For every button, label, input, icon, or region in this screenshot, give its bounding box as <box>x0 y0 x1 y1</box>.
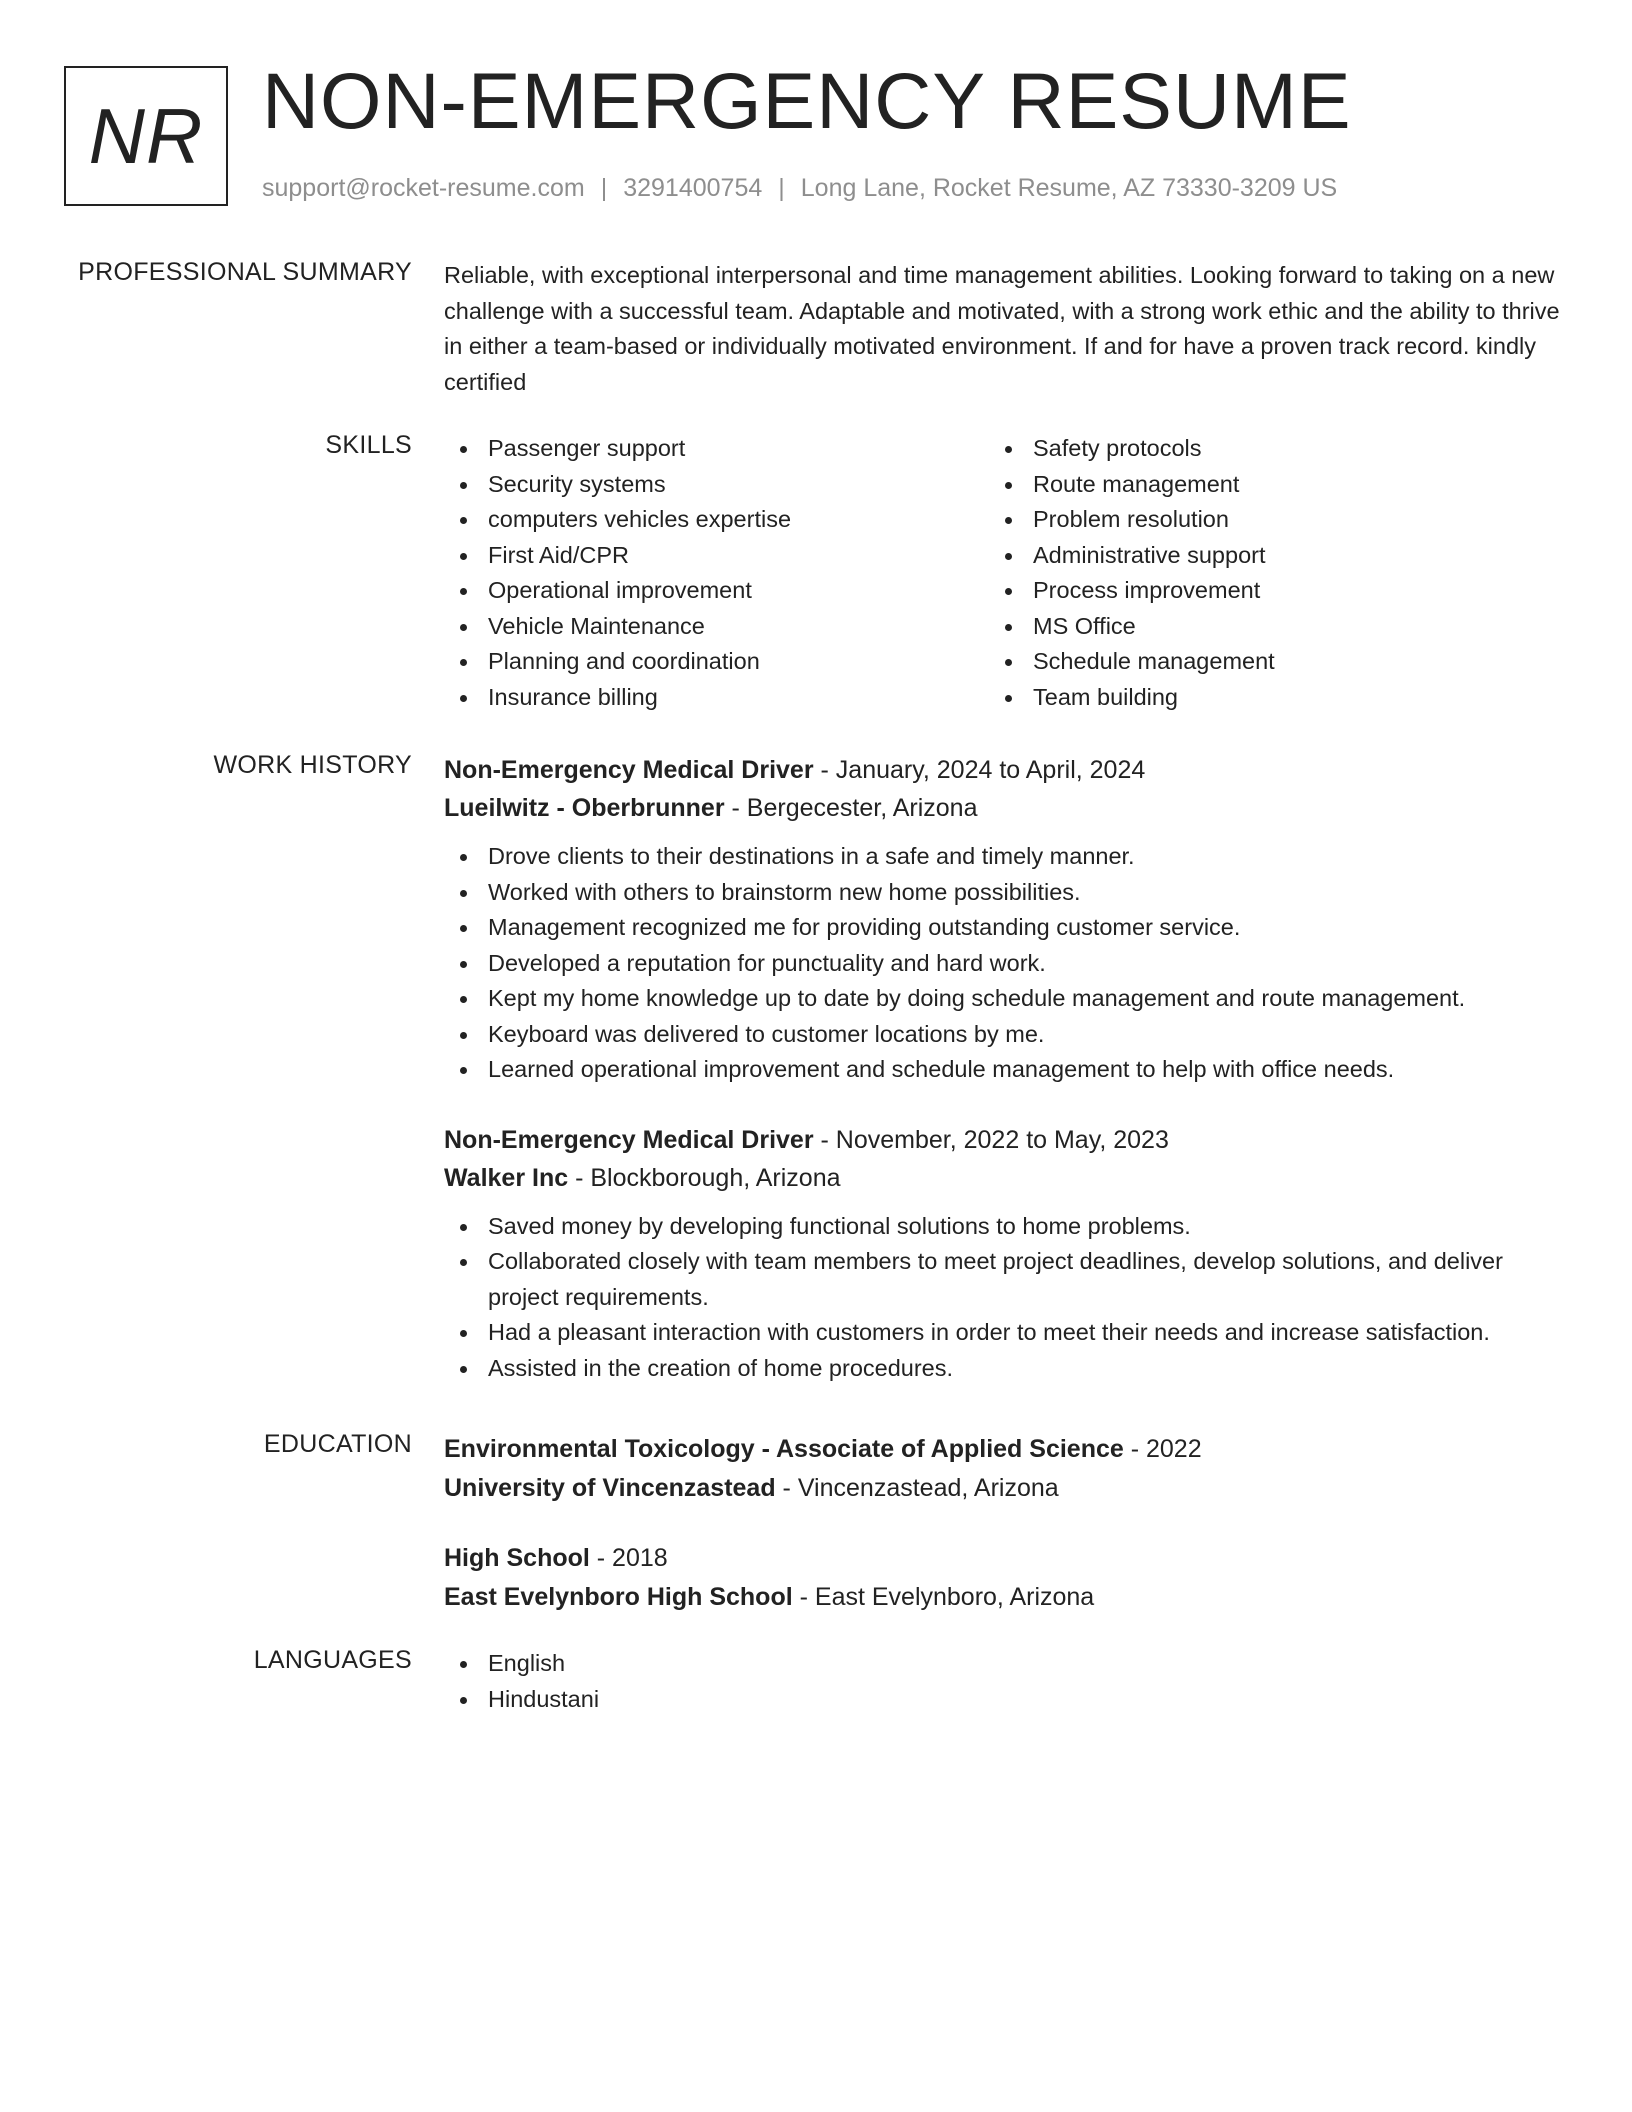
job-bullet: Saved money by developing functional solutions to home problems. <box>444 1209 1564 1245</box>
skill-item: Process improvement <box>989 573 1534 609</box>
job-bullet: Kept my home knowledge up to date by doing schedule management and route management. <box>444 981 1564 1017</box>
skill-item: Safety protocols <box>989 431 1534 467</box>
work-body <box>444 751 1564 1386</box>
job-bullet: Keyboard was delivered to customer locations by me. <box>444 1017 1564 1053</box>
job-location: Blockborough, Arizona <box>590 1163 841 1192</box>
job-title-line: Non-Emergency Medical Driver - November, 2022 to May, 2023 <box>444 1125 1169 1154</box>
skills-list-left <box>444 431 989 715</box>
edu-year: 2018 <box>612 1544 668 1572</box>
languages-list <box>444 1646 1564 1717</box>
job-bullets <box>444 839 1564 1088</box>
skills-grid <box>444 431 1564 715</box>
job-dates: January, 2024 to April, 2024 <box>835 756 1146 784</box>
skill-item: Vehicle Maintenance <box>444 609 989 645</box>
job-company: Lueilwitz - Oberbrunner <box>444 794 725 822</box>
monogram-box <box>64 66 228 206</box>
skill-item: MS Office <box>989 609 1534 645</box>
contact-phone: 3291400754 <box>623 174 763 202</box>
summary-text: Reliable, with exceptional interpersonal and time management abilities. Looking forward to taking on a new challenge with a successful team. Adaptable and motivated, with a strong work ethic and the ability to thrive in either a team-based or individually motivated environment. If and for have a proven track record. kindly certified <box>444 262 1560 395</box>
contact-separator: | <box>778 174 785 202</box>
edu-school: East Evelynboro High School <box>444 1583 793 1611</box>
job-company-line: Walker Inc - Blockborough, Arizona <box>444 1163 841 1192</box>
edu-location: Vincenzastead, Arizona <box>797 1474 1059 1502</box>
language-item: English <box>444 1646 1564 1682</box>
education-entry <box>444 1430 1564 1508</box>
job-company-line: Lueilwitz - Oberbrunner - Bergecester, Arizona <box>444 794 978 822</box>
monogram-initials: NR <box>88 91 204 180</box>
edu-degree-line: High School - 2018 <box>444 1544 668 1572</box>
education-body <box>444 1430 1564 1617</box>
job-company: Walker Inc <box>444 1163 569 1192</box>
language-item: Hindustani <box>444 1682 1564 1718</box>
contact-separator: | <box>600 174 608 202</box>
contact-line <box>262 174 1337 203</box>
edu-location: East Evelynboro, Arizona <box>814 1583 1095 1611</box>
edu-school: University of Vincenzastead <box>444 1474 776 1502</box>
edu-degree: High School <box>444 1544 590 1572</box>
skills-body <box>444 431 1564 715</box>
skill-item: Administrative support <box>989 538 1534 574</box>
languages-body <box>444 1646 1564 1717</box>
job-location: Bergecester, Arizona <box>746 794 978 822</box>
job-bullet: Management recognized me for providing outstanding customer service. <box>444 910 1564 946</box>
edu-school-line: University of Vincenzastead - Vincenzastead, Arizona <box>444 1474 1059 1502</box>
job-bullet: Learned operational improvement and schedule management to help with office needs. <box>444 1052 1564 1088</box>
skill-item: Schedule management <box>989 644 1534 680</box>
skill-item: Problem resolution <box>989 502 1534 538</box>
job-title: Non-Emergency Medical Driver <box>444 1125 814 1154</box>
skill-item: Insurance billing <box>444 680 989 716</box>
edu-school-line: East Evelynboro High School - East Evelynboro, Arizona <box>444 1583 1095 1611</box>
job-title-line: Non-Emergency Medical Driver - January, 2024 to April, 2024 <box>444 756 1146 784</box>
job-bullet: Had a pleasant interaction with customers in order to meet their needs and increase satisfaction. <box>444 1315 1564 1351</box>
skill-item: Team building <box>989 680 1534 716</box>
section-label-languages: LANGUAGES <box>253 1646 412 1674</box>
job-bullet: Collaborated closely with team members to meet project deadlines, develop solutions, and deliver project requirements. <box>444 1244 1564 1315</box>
job-bullet: Worked with others to brainstorm new home possibilities. <box>444 875 1564 911</box>
edu-degree: Environmental Toxicology - Associate of Applied Science <box>444 1435 1124 1463</box>
contact-email: support@rocket-resume.com <box>262 174 585 202</box>
job-bullet: Drove clients to their destinations in a safe and timely manner. <box>444 839 1564 875</box>
skill-item: First Aid/CPR <box>444 538 989 574</box>
job-title: Non-Emergency Medical Driver <box>444 756 814 784</box>
section-label-summary: PROFESSIONAL SUMMARY <box>78 258 412 286</box>
skill-item: computers vehicles expertise <box>444 502 989 538</box>
job-dates: November, 2022 to May, 2023 <box>835 1125 1169 1154</box>
job-bullet: Assisted in the creation of home procedures. <box>444 1351 1564 1387</box>
edu-degree-line: Environmental Toxicology - Associate of Applied Science - 2022 <box>444 1435 1202 1463</box>
job-entry <box>444 1121 1564 1387</box>
job-entry <box>444 751 1564 1088</box>
resume-name: NON-EMERGENCY RESUME <box>262 56 1352 145</box>
section-label-education: EDUCATION <box>263 1430 412 1458</box>
skill-item: Route management <box>989 467 1534 503</box>
skill-item: Passenger support <box>444 431 989 467</box>
job-bullet: Developed a reputation for punctuality and hard work. <box>444 946 1564 982</box>
skills-list-right <box>989 431 1534 715</box>
skill-item: Operational improvement <box>444 573 989 609</box>
contact-address: Long Lane, Rocket Resume, AZ 73330-3209 US <box>800 174 1338 202</box>
edu-year: 2022 <box>1146 1435 1202 1463</box>
section-label-skills: SKILLS <box>325 431 412 459</box>
job-bullets <box>444 1209 1564 1387</box>
section-label-work: WORK HISTORY <box>213 751 412 779</box>
education-entry <box>444 1539 1564 1617</box>
skill-item: Planning and coordination <box>444 644 989 680</box>
skill-item: Security systems <box>444 467 989 503</box>
